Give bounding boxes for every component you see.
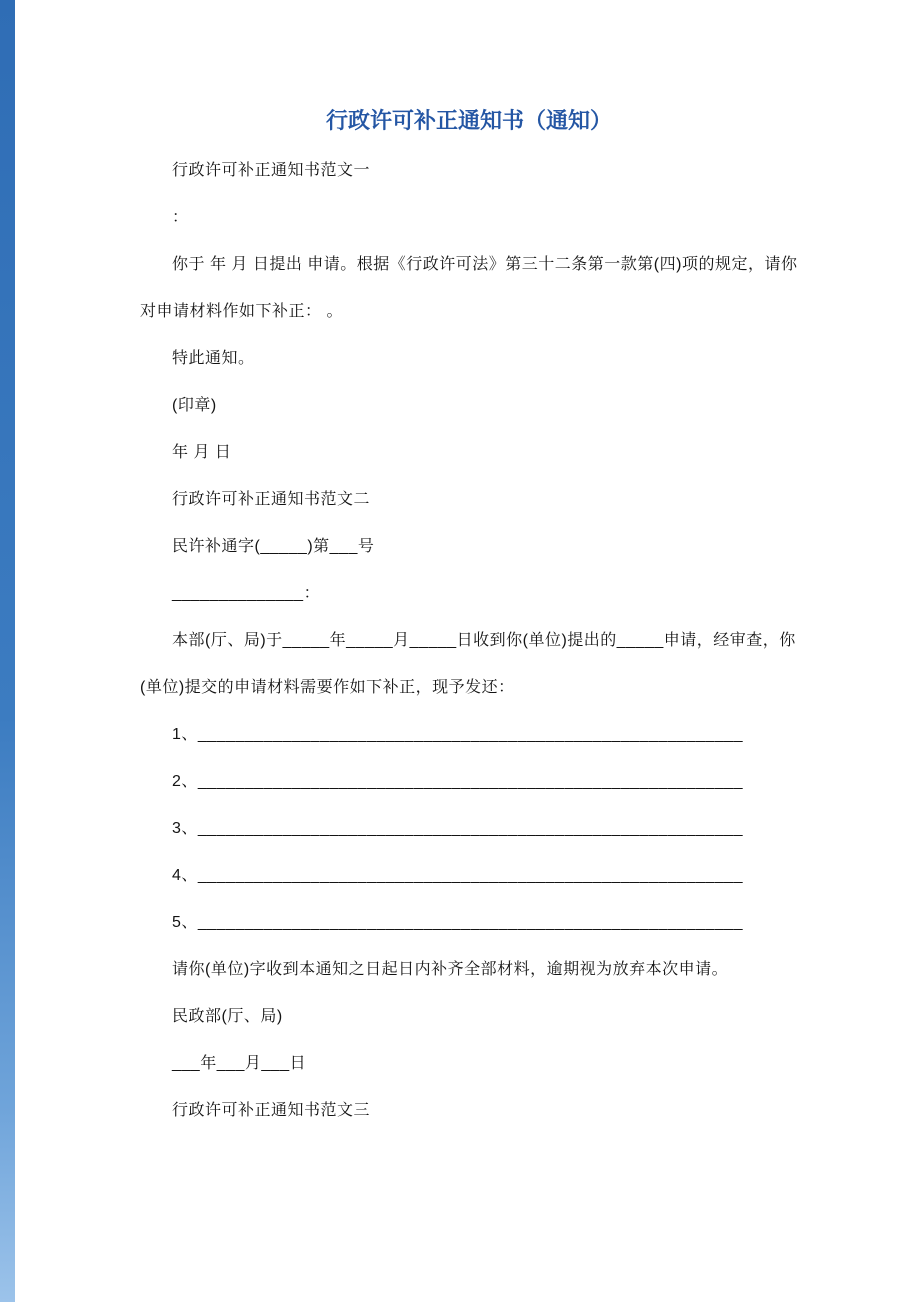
list-item: 4、__________________________________________________________: [172, 867, 744, 884]
paragraph: ___年___月___日: [172, 1055, 307, 1072]
paragraph: 本部(厅、局)于_____年_____月_____日收到你(单位)提出的_____申请，经审查，你(单位)提交的申请材料需要作如下补正，现予发还：: [140, 632, 796, 696]
paragraph: 年 月 日: [172, 444, 232, 461]
paragraph: 行政许可补正通知书范文二: [172, 491, 371, 508]
paragraph: ：: [172, 209, 189, 226]
list-item: 3、__________________________________________________________: [172, 820, 744, 837]
paragraph: (印章): [172, 397, 217, 414]
left-accent-stripe: [0, 0, 15, 1302]
paragraph: 特此通知。: [172, 350, 255, 367]
paragraph: 民许补通字(_____)第___号: [172, 538, 375, 555]
paragraph: 民政部(厅、局): [172, 1008, 283, 1025]
document-title: 行政许可补正通知书（通知）: [325, 108, 612, 133]
paragraph: 行政许可补正通知书范文一: [172, 162, 371, 179]
paragraph: 1、__________________________________________________________: [172, 726, 744, 743]
document-body: [140, 147, 798, 1134]
paragraph: ______________：: [172, 585, 321, 602]
list-item: 5、__________________________________________________________: [172, 914, 744, 931]
paragraph: 行政许可补正通知书范文三: [172, 1102, 371, 1119]
paragraph: 请你(单位)字收到本通知之日起日内补齐全部材料，逾期视为放弃本次申请。: [172, 961, 729, 978]
list-item: 2、__________________________________________________________: [172, 773, 744, 790]
paragraph: 你于 年 月 日提出 申请。根据《行政许可法》第三十二条第一款第(四)项的规定，请你对申请材料作如下补正： 。: [140, 256, 798, 320]
document-content: [140, 104, 798, 1134]
